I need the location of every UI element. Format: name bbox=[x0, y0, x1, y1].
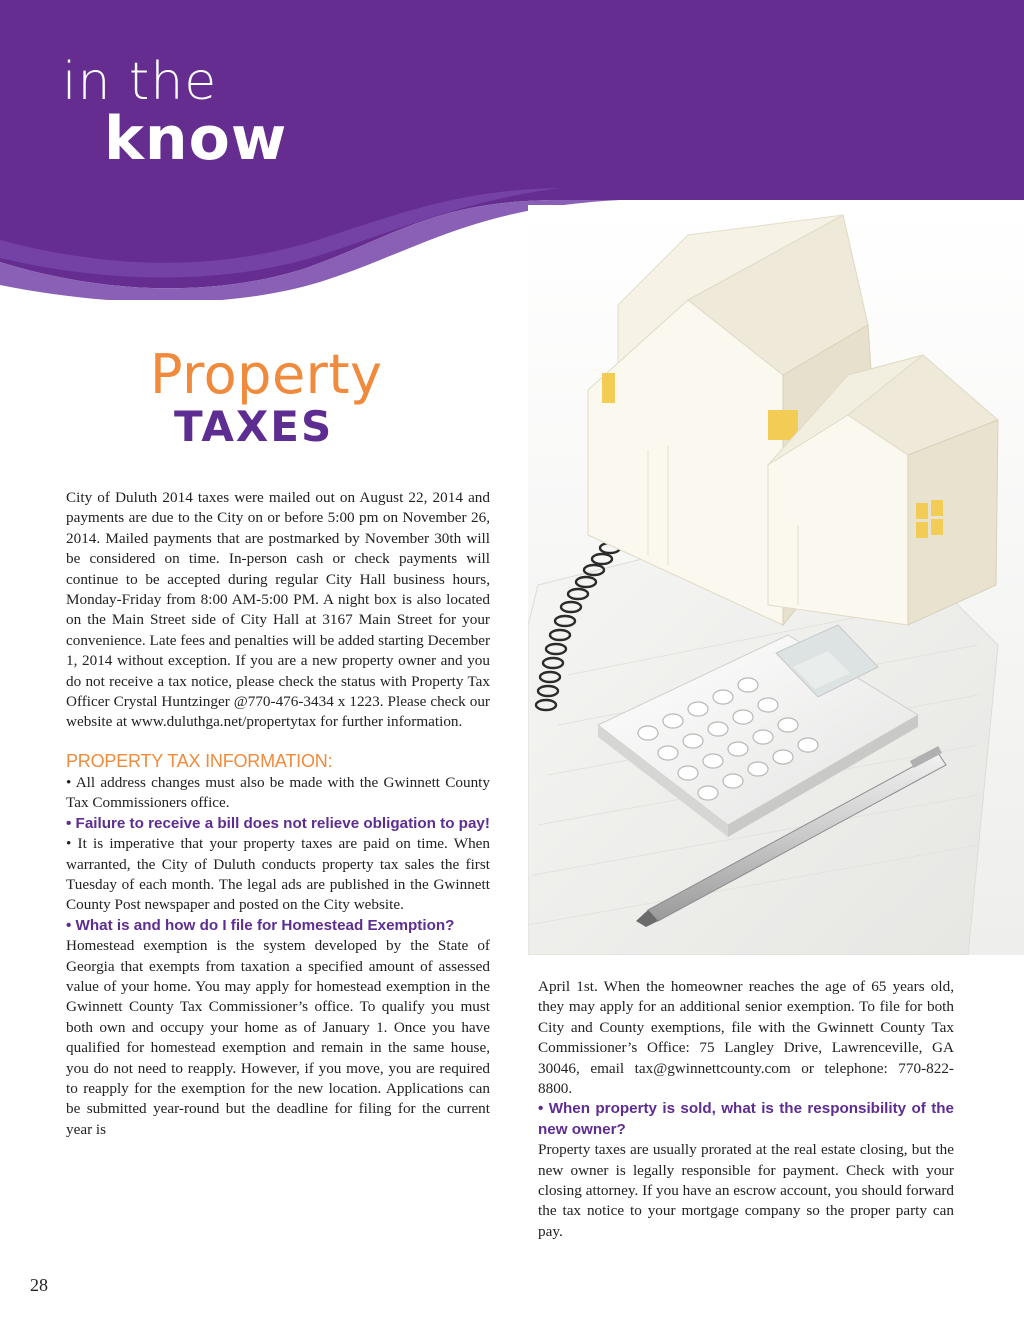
info-heading: PROPERTY TAX INFORMATION: bbox=[66, 750, 333, 771]
bullet-failure-notice: • Failure to receive a bill does not relieve obligation to pay! bbox=[66, 814, 490, 832]
series-title-line2: know bbox=[104, 104, 288, 174]
series-title-line1: in the bbox=[62, 52, 218, 112]
article-right-column bbox=[538, 977, 954, 1242]
question-property-sold: • When property is sold, what is the responsibility of the new owner? bbox=[538, 1100, 954, 1138]
bullet-address-changes: • All address changes must also be made with the Gwinnett County Tax Commissioners office. bbox=[66, 773, 490, 812]
series-title bbox=[62, 52, 288, 174]
answer-property-sold: Property taxes are usually prorated at the real estate closing, but the new owner is legally responsible for payment. Check with your closing attorney. If you have an escrow account, you should forward the tax notice to your mortgage company so the proper party can pay. bbox=[538, 1141, 954, 1240]
answer-homestead-part1: Homestead exemption is the system developed by the State of Georgia that exempts from taxation a specified amount of assessed value of your home. You may apply for homestead exemption in the Gwinnett County Tax Commissioner’s office. To qualify you must both own and occupy your home as of January 1. Once you have qualified for homestead exemption and remain in the same house, you do not need to reapply. However, if you move, you are required to reapply for the exemption for the new location. Applications can be submitted year-round but the deadline for filing for the current year is bbox=[66, 937, 490, 1138]
question-homestead: • What is and how do I file for Homestead Exemption? bbox=[66, 916, 455, 934]
answer-homestead-part2: April 1st. When the homeowner reaches the age of 65 years old, they may apply for an additional senior exemption. To file for both City and County exemptions, file with the Gwinnett County Tax Commissioner’s Office: 75 Langley Drive, Lawrenceville, GA 30046, email tax@gwinnettcounty.com or telephone: 770-822-8800. bbox=[538, 978, 954, 1098]
bullet-tax-sales: • It is imperative that your property taxes are paid on time. When warranted, the City of Duluth conducts property tax sales the first Tuesday of each month. The legal ads are published in the Gwinnett County Post newspaper and posted on the City website. bbox=[66, 835, 490, 914]
title-property: Property bbox=[150, 343, 383, 406]
page-number: 28 bbox=[30, 1275, 48, 1295]
houses-calculator-photo bbox=[528, 205, 1024, 955]
intro-paragraph: City of Duluth 2014 taxes were mailed out on August 22, 2014 and payments are due to the City on or before 5:00 pm on November 26, 2014. Mailed payments that are postmarked by November 30th will be considered on time. In-person cash or check payments will continue to be accepted during regular City Hall business hours, Monday-Friday from 8:00 AM-5:00 PM. A night box is also located on the Main Street side of City Hall at 3167 Main Street for your convenience. Late fees and penalties will be added starting December 1, 2014 without exception. If you are a new property owner and you do not receive a tax notice, please check the status with Property Tax Officer Crystal Huntzinger @770-476-3434 x 1223. Please check our website at www.duluthga.net/propertytax for further information. bbox=[66, 489, 490, 731]
article-title bbox=[150, 345, 410, 449]
title-taxes: TAXES bbox=[174, 402, 334, 451]
article-left-column bbox=[66, 488, 490, 1140]
